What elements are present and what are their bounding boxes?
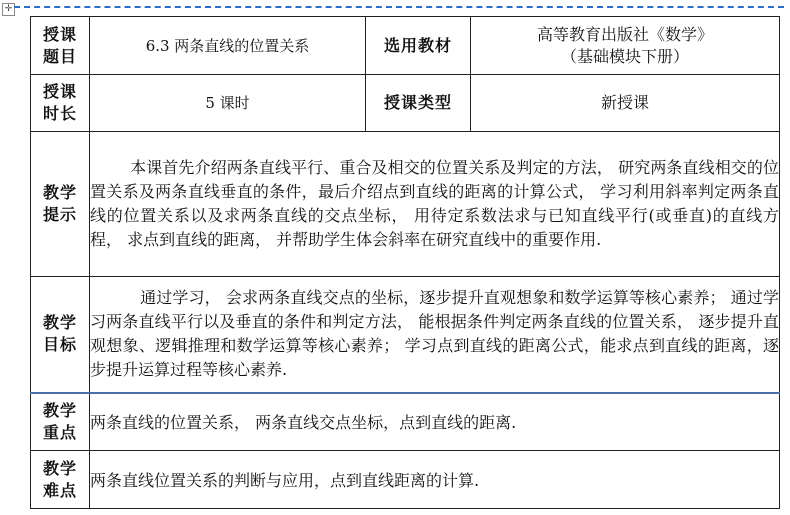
textbook-name: 高等教育出版社《数学》 [536,24,713,44]
header-divider [14,6,784,8]
row-duration [31,75,780,132]
hint-text-cell[interactable] [90,132,780,277]
lesson-plan-table [30,16,780,509]
textbook-volume: （基础模块下册） [560,46,689,66]
title-label: 授课 题目 [31,17,90,75]
row-title [31,17,780,75]
hint-text: 本课首先介绍两条直线平行、重合及相交的位置关系及判定的方法， 研究两条直线相交的位置关系及两条直线垂直的条件，最后介绍点到直线的距离的计算公式， 学习利用斜率判定两条直线的位置关系以及求两条直线的交点坐标， 用待定系数法求与已知直线平行(或垂直)的直线方程， 求点到直线的距离， 并帮助学生体会斜率在研究直线中的重要作用. [90,158,779,249]
key-text[interactable]: 两条直线的位置关系， 两条直线交点坐标，点到直线的距离. [90,393,780,451]
type-label: 授课类型 [366,75,471,132]
textbook-value[interactable] [471,17,780,75]
type-value[interactable]: 新授课 [471,75,780,132]
textbook-label: 选用教材 [366,17,471,75]
key-label: 教学 重点 [31,393,90,451]
table-move-handle[interactable]: ✛ [2,3,15,16]
goal-text: 通过学习， 会求两条直线交点的坐标，逐步提升直观想象和数学运算等核心素养； 通过学习两条直线平行以及垂直的条件和判定方法， 能根据条件判定两条直线的位置关系， 逐步提升直观想象、逻辑推理和数学运算等核心素养； 学习点到直线的距离公式，能求点到直线的距离，逐步提升运算过程等核心素养. [90,288,779,380]
title-value[interactable]: 6.3 两条直线的位置关系 [90,17,366,75]
difficult-label: 教学 难点 [31,451,90,509]
goal-text-cell[interactable] [90,277,780,393]
row-goal [31,277,780,393]
goal-label: 教学 目标 [31,277,90,393]
duration-value[interactable]: 5 课时 [90,75,366,132]
row-difficult [31,451,780,509]
row-key [31,393,780,451]
difficult-text[interactable]: 两条直线位置关系的判断与应用，点到直线距离的计算. [90,451,780,509]
duration-label: 授课 时长 [31,75,90,132]
hint-label: 教学 提示 [31,132,90,277]
row-hint [31,132,780,277]
